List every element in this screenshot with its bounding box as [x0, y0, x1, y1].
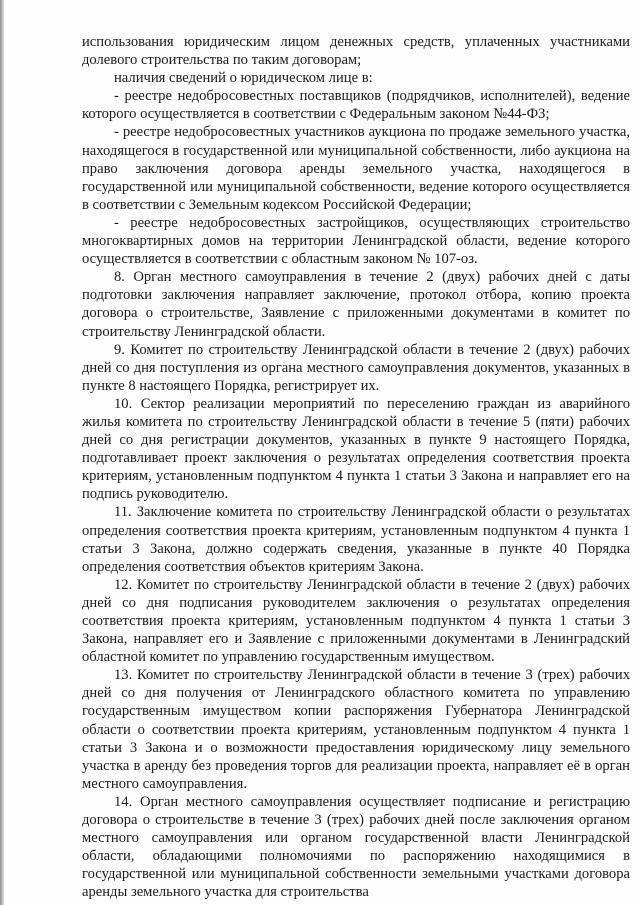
paragraph: 14. Орган местного самоуправления осуществляет подписание и регистрацию договора о строительстве в течение 3 (трех) рабочих дней после заключения органом местного самоуправления или органом государственной власти Ленинградской области, обладающими полномочиями по распоряжению находящимися в государственной или муниципальной собственности земельными участками договора аренды земельного участка для строительства: [82, 793, 630, 901]
paragraph: 12. Комитет по строительству Ленинградской области в течение 2 (двух) рабочих дней со дня подписания руководителем заключения о результатах определения соответствия проекта критериям, установленным подпунктом 4 пункта 1 статьи 3 Закона, направляет его и Заявление с приложенными документами в Ленинградский областной комитет по управлению государственным имуществом.: [82, 576, 630, 666]
paragraph: 13. Комитет по строительству Ленинградской области в течение 3 (трех) рабочих дней со дня получения от Ленинградского областного комитета по управлению государственным имуществом копии распоряжения Губернатора Ленинградской области о соответствии проекта критериям, установленным подпунктом 4 пункта 1 статьи 3 Закона и о возможности предоставления юридическому лицу земельного участка в аренду без проведения торгов для реализации проекта, направляет её в орган местного самоуправления.: [82, 667, 630, 792]
paragraph: - реестре недобросовестных поставщиков (подрядчиков, исполнителей), ведение которого осуществляется в соответствии с Федеральным законом №44-ФЗ;: [82, 88, 630, 123]
paragraph: 11. Заключение комитета по строительству Ленинградской области о результатах определения соответствия проекта критериям, установленным подпунктом 4 пункта 1 статьи 3 Закона, должно содержать сведения, указанные в пункте 40 Порядка определения соответствия объектов критериям Закона.: [82, 504, 630, 575]
paragraph: - реестре недобросовестных застройщиков, осуществляющих строительство многоквартирных домов на территории Ленинградской области, ведение которого осуществляется в соответствии с областным законом № 107-оз.: [82, 214, 630, 268]
paragraph: 10. Сектор реализации мероприятий по переселению граждан из аварийного жилья комитета по строительству Ленинградской области в течение 5 (пяти) рабочих дней со дня регистрации документов, указанных в пункте 9 настоящего Порядка, подготавливает проект заключения о результатах определения соответствия проекта критериям, установленным подпунктом 4 пункта 1 статьи 3 Закона и направляет его на подпись руководителю.: [82, 395, 630, 503]
paragraph: наличия сведений о юридическом лице в:: [114, 70, 373, 87]
paragraph: использования юридическим лицом денежных средств, уплаченных участниками долевого строительства по таким договорам;: [82, 34, 630, 69]
paragraph: - реестре недобросовестных участников аукциона по продаже земельного участка, находящегося в государственной или муниципальной собственности, либо аукциона на право заключения договора аренды земельного участка, находящегося в государственной или муниципальной собственности, ведение которого осуществляется в соответствии с Земельным кодексом Российской Федерации;: [82, 124, 630, 213]
paragraph: 8. Орган местного самоуправления в течение 2 (двух) рабочих дней с даты подготовки заключения направляет заключение, протокол отбора, копию проекта договора о строительстве, Заявление с приложенными документами в комитет по строительству Ленинградской области.: [82, 269, 630, 340]
paragraph: 9. Комитет по строительству Ленинградской области в течение 2 (двух) рабочих дней со дня поступления из органа местного самоуправления документов, указанных в пункте 8 настоящего Порядка, регистрирует их.: [82, 341, 630, 394]
document-body: [82, 33, 630, 902]
scan-edge-shadow: [0, 0, 4, 905]
